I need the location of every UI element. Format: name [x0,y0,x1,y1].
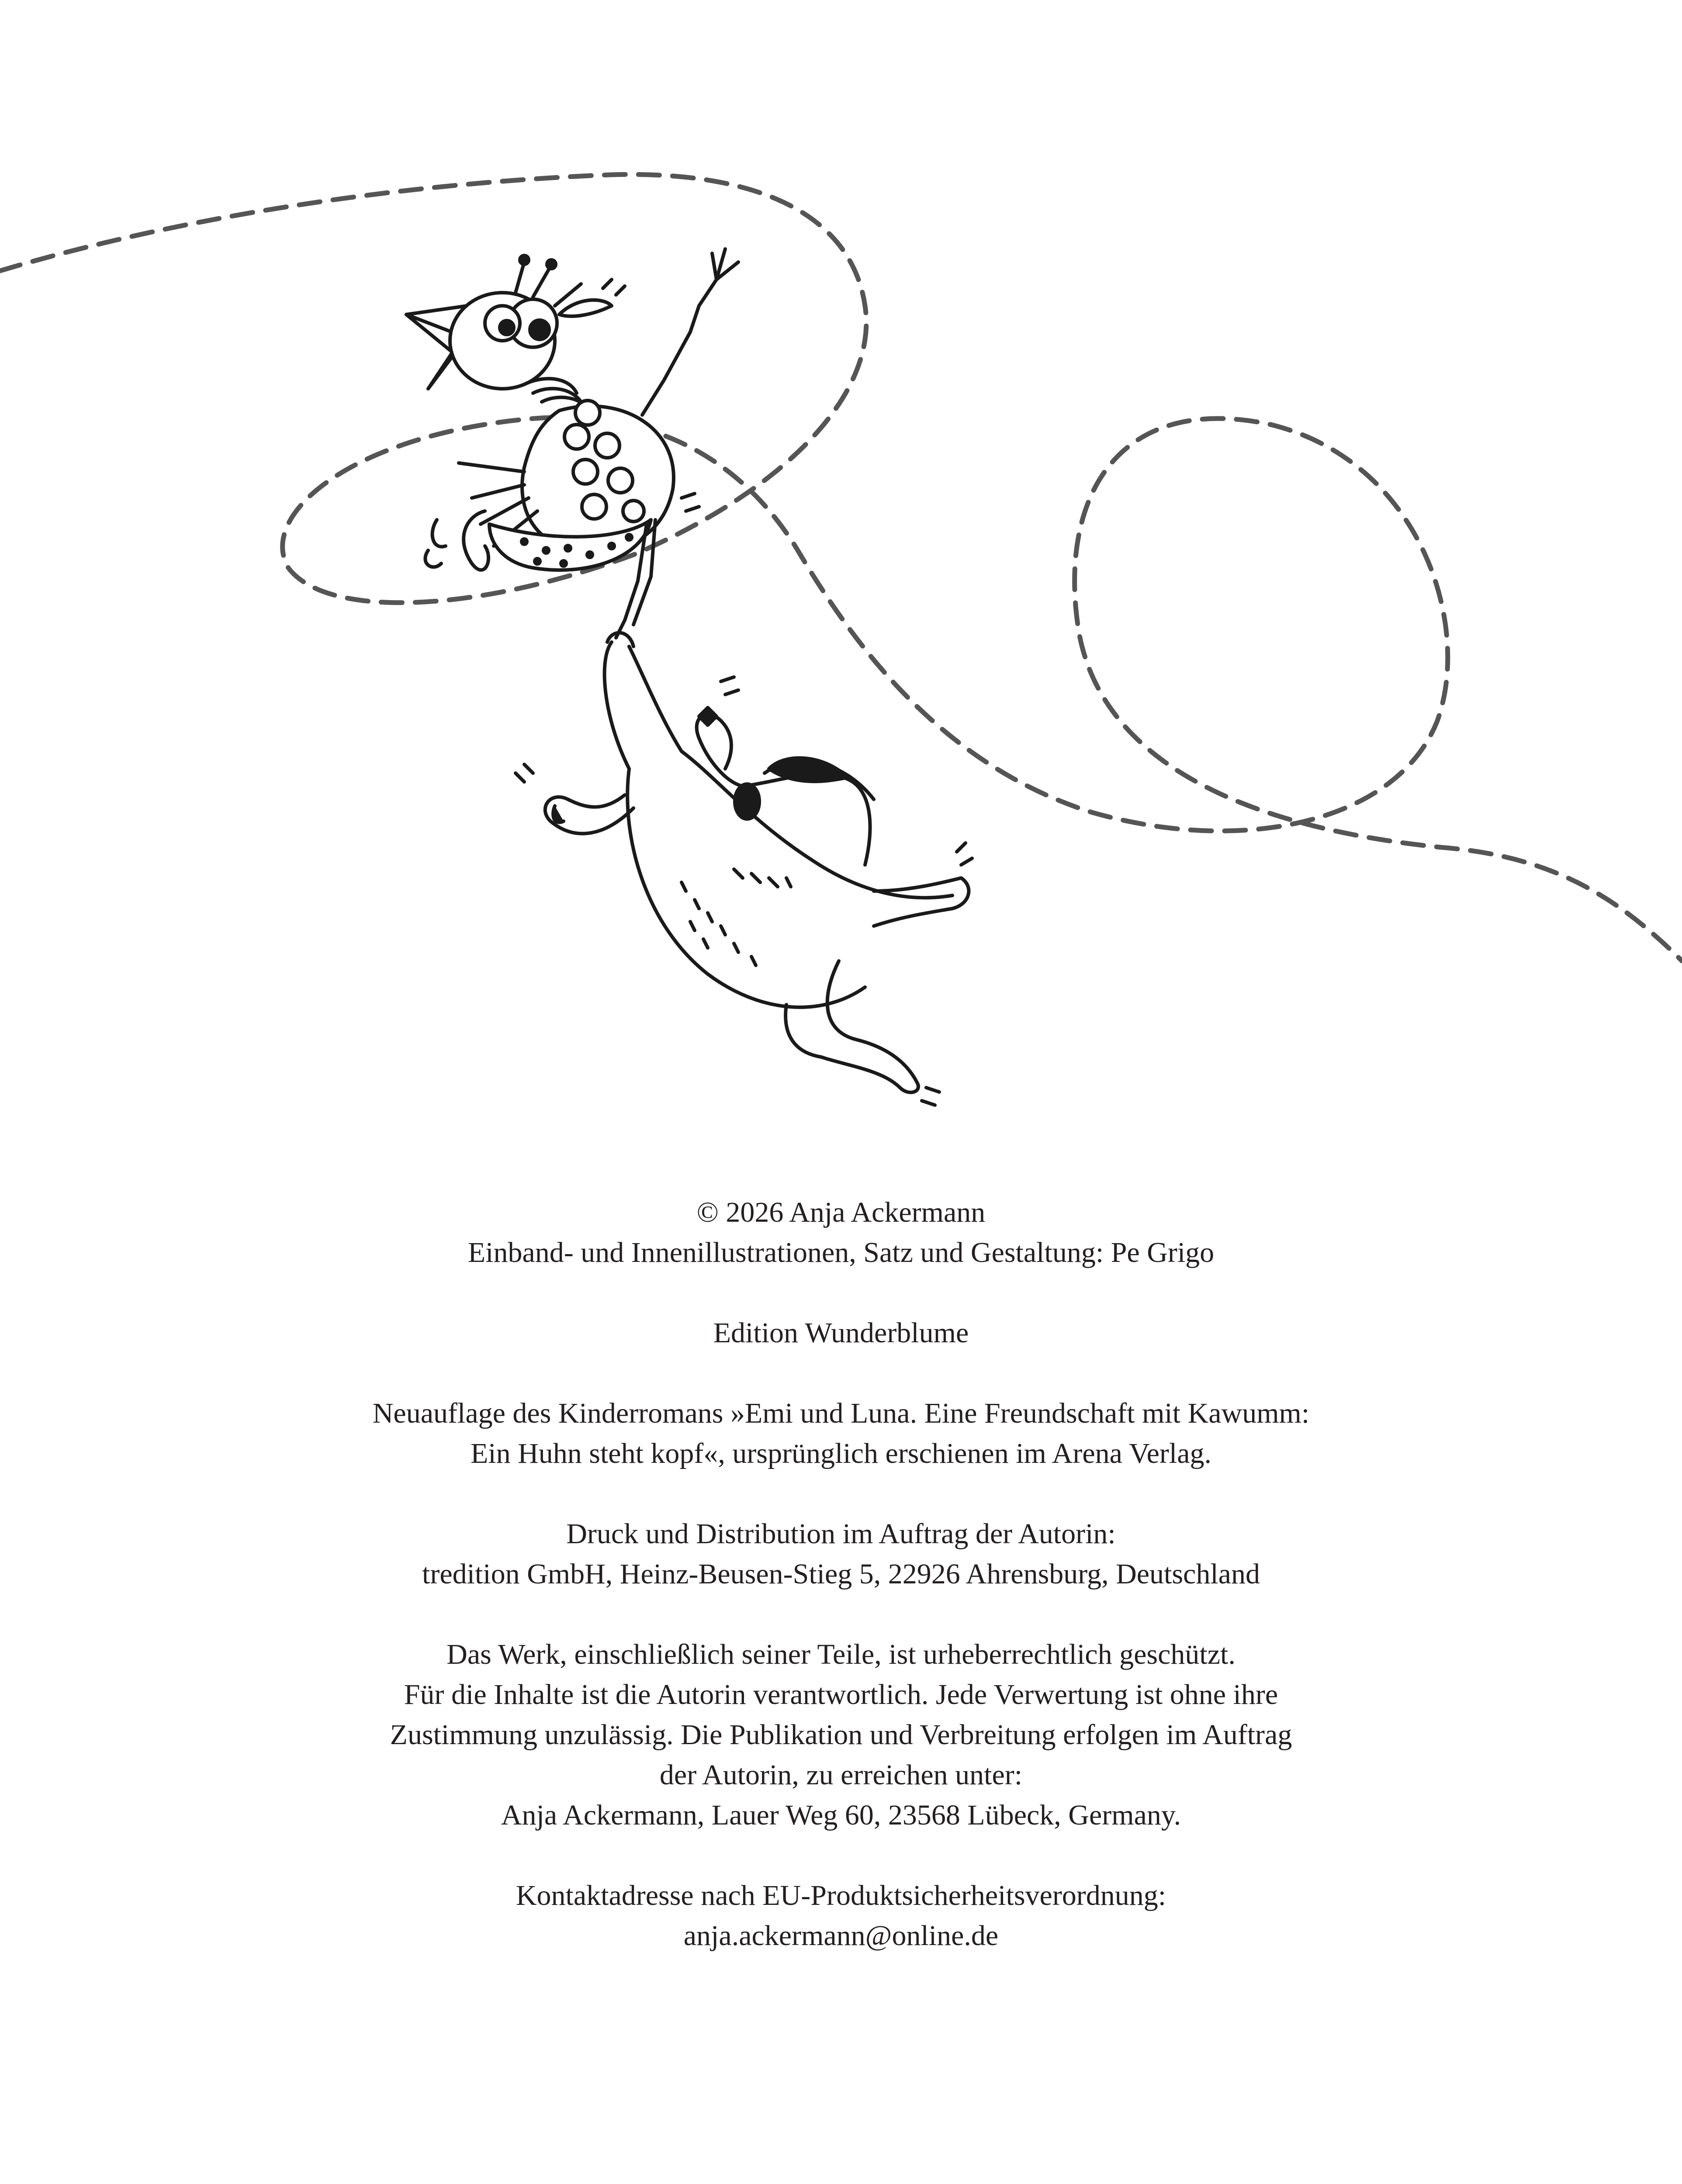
copyright-line: © 2026 Anja Ackermann [696,1196,986,1228]
rights-line: Zustimmung unzulässig. Die Publikation und Verbreitung erfolgen im Auftrag [390,1719,1292,1751]
edition-name: Edition Wunderblume [713,1317,969,1349]
printing-section [0,1514,1682,1594]
rights-line: Das Werk, einschließlich seiner Teile, ist urheberrechtlich geschützt. [446,1638,1236,1670]
author-address: Anja Ackermann, Lauer Weg 60, 23568 Lübeck, Germany. [501,1799,1181,1831]
chicken-drawing [406,249,738,638]
illustrations-credit: Einband- und Innenillustrationen, Satz und Gestaltung: Pe Grigo [467,1237,1215,1268]
copyright-section [0,1192,1682,1273]
imprint-block [0,1192,1682,1996]
reissue-line: Neuauflage des Kinderromans »Emi und Luna. Eine Freundschaft mit Kawumm: [372,1397,1310,1429]
printing-line: Druck und Distribution im Auftrag der Autorin: [566,1518,1116,1550]
contact-section [0,1876,1682,1956]
contact-email: anja.ackermann@online.de [683,1920,999,1952]
reissue-line: Ein Huhn steht kopf«, ursprünglich erschienen im Arena Verlag. [470,1438,1212,1469]
rights-line: der Autorin, zu erreichen unter: [659,1759,1023,1791]
rights-section [0,1635,1682,1835]
printing-address: tredition GmbH, Heinz-Beusen-Stieg 5, 22926 Ahrensburg, Deutschland [422,1558,1260,1590]
dog-drawing [516,633,972,1105]
reissue-section [0,1393,1682,1474]
rights-line: Für die Inhalte ist die Autorin verantwortlich. Jede Verwertung ist ohne ihre [404,1679,1278,1711]
contact-label: Kontaktadresse nach EU-Produktsicherheitsverordnung: [516,1880,1166,1911]
edition-section [0,1313,1682,1353]
